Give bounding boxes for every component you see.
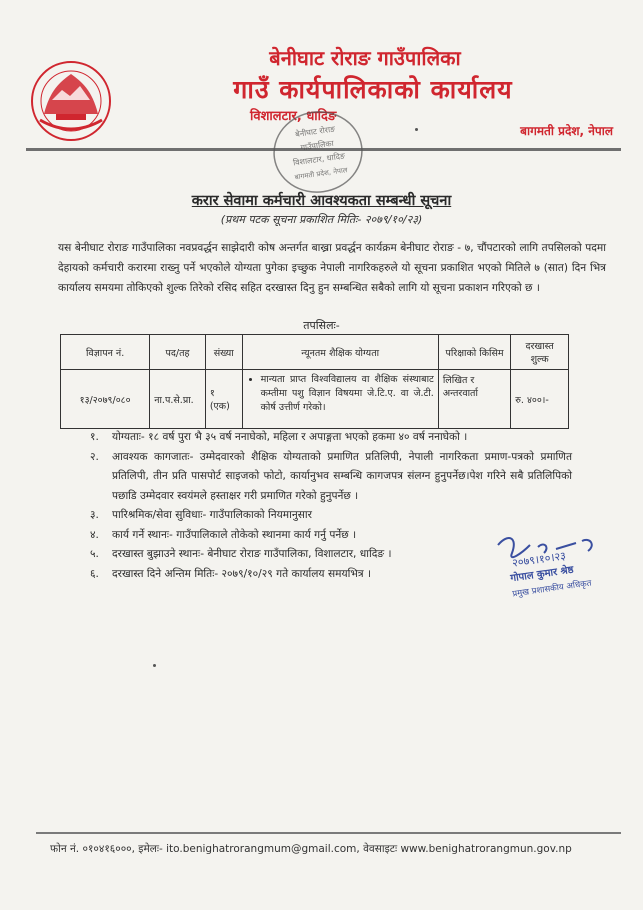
header-exam-type: परिक्षाको किसिम bbox=[438, 335, 510, 370]
item-text: दरखास्त बुझाउने स्थानः- बेनीघाट रोराङ गाउँपालिका, विशालटार, धादिङ । bbox=[112, 548, 392, 560]
cell-post-level: ना.प.से.प्रा. bbox=[150, 370, 206, 429]
item-number: ३. bbox=[90, 509, 99, 521]
signature-date: २०७९।१०।२३ bbox=[511, 549, 567, 570]
province-name: बागमती प्रदेश, नेपाल bbox=[520, 124, 613, 138]
footer-divider bbox=[36, 832, 621, 834]
item-text: कार्य गर्ने स्थानः- गाउँपालिकाले तोकेको स्थानमा कार्य गर्नु पर्नेछ । bbox=[112, 528, 357, 541]
header-application-fee: दरखास्त शुल्क bbox=[511, 335, 569, 370]
signatory-title: प्रमुख प्रशासकीय अधिकृत bbox=[511, 578, 593, 600]
rural-municipality-name: बेनीघाट रोराङ गाउँपालिका bbox=[269, 46, 461, 70]
office-stamp bbox=[267, 104, 370, 200]
footer-contact: फोन नं. ०१०४१६०००, इमेलः- ito.benighatrorangmum@gmail.com, वेवसाइटः www.benighatrorangmun.gov.np bbox=[50, 843, 572, 855]
notice-title: करार सेवामा कर्मचारी आवश्यकता सम्बन्धी सूचना bbox=[191, 193, 452, 209]
item-text: आवश्यक कागजातः- उम्मेदवारको शैक्षिक योग्यताको प्रमाणित प्रतिलिपी, नेपाली नागरिकता प्रमाण-पत्रको प्रमाणित प्रतिलिपी, तीन प्रति पासपोर्ट साइजको फोटो, कार्यानुभव सम्बन्धि कागजपत्र संलग्न हुनुपर्नेछ।पेश गरिने सबै प्रतिलिपिको पछाडि उम्मेदवार स्वयंमले हस्ताक्षर गरी प्रमाणित गरेको हुनुपर्नेछ । bbox=[112, 450, 572, 502]
item-number: ६. bbox=[90, 567, 99, 580]
qualification-item: • मान्यता प्राप्त विश्वविद्यालय वा शैक्षिक संस्थाबाट कम्तीमा पशु विज्ञान विषयमा जे.टि.ए. वा जे.टी. कोर्ष उत्तीर्ण गरेको। bbox=[261, 373, 434, 415]
cell-exam-type: लिखित र अन्तरवार्ता bbox=[438, 370, 510, 429]
item-text: पारिश्रमिक/सेवा सुविधाः- गाउँपालिकाको नियमानुसार bbox=[112, 509, 312, 521]
header-count: संख्या bbox=[205, 335, 242, 370]
intro-paragraph: यस बेनीघाट रोराङ गाउँपालिका नवप्रवर्द्धन साझेदारी कोष अन्तर्गत बाख्रा प्रवर्द्धन कार्यक्रम बेनीघाट रोराङ - ७, चौंपटारको लागि तपसिलको पदमा देहायको कर्मचारी करारमा राख्नु पर्ने भएकोले योग्यता पुगेका इच्छुक नेपाली नागरिकहरुले यो सूचना प्रकाशित भएको मितिले ७ (सात) दिन भित्र कार्यालय समयमा तोकिएको शुल्क तिरेको रसिद सहित दरखास्त दिनु हुन सम्बन्धित सबैको लागि यो सूचना प्रकाशन गरिएको छ । bbox=[58, 242, 606, 294]
header-qualification: न्यूनतम शैक्षिक योग्यता bbox=[242, 335, 438, 370]
details-label: तपसिलः- bbox=[303, 319, 340, 332]
nepal-government-emblem-icon bbox=[30, 60, 112, 142]
item-text: योग्यताः- १८ वर्ष पुरा भै ३५ वर्ष ननाघेको, महिला र अपाङ्गता भएको हकमा ४० वर्ष ननाघेको । bbox=[112, 431, 468, 443]
item-number: १. bbox=[90, 431, 99, 443]
table-header-row bbox=[61, 335, 569, 370]
office-name: गाउँ कार्यपालिकाको कार्यालय bbox=[233, 75, 513, 104]
stamp-line-4: बागमती प्रदेश, नेपाल bbox=[294, 166, 349, 182]
item-number: २. bbox=[90, 450, 99, 463]
stamp-line-2: गाउँपालिका bbox=[299, 138, 335, 153]
stamp-line-3: विशालटार, धादिङ bbox=[292, 151, 346, 168]
cell-qualification bbox=[242, 370, 438, 429]
item-text: दरखास्त दिने अन्तिम मितिः- २०७९/१०/२९ गते कार्यालय समयभित्र । bbox=[112, 567, 372, 580]
notice-subtitle: (प्रथम पटक सूचना प्रकाशित मितिः- २०७९/१०/२३) bbox=[220, 213, 423, 226]
signatory-name: गोपाल कुमार श्रेष्ठ bbox=[509, 564, 575, 585]
ink-speck bbox=[415, 128, 418, 131]
vacancy-table bbox=[60, 334, 569, 429]
cell-application-fee: रु. ४००।- bbox=[511, 370, 569, 429]
list-item bbox=[90, 428, 572, 448]
header-post-level: पद/तह bbox=[150, 335, 206, 370]
header-ad-number: विज्ञापन नं. bbox=[61, 335, 150, 370]
item-number: ५. bbox=[90, 548, 99, 560]
item-number: ४. bbox=[90, 528, 99, 541]
office-location: विशालटार, धादिङ bbox=[250, 109, 337, 124]
table-row bbox=[61, 370, 569, 429]
stamp-line-1: बेनीघाट रोराङ bbox=[294, 124, 336, 139]
qualification-list bbox=[247, 373, 434, 415]
cell-count: १ (एक) bbox=[205, 370, 242, 429]
list-item bbox=[90, 448, 572, 507]
cell-ad-number: १३/२०७९/०८० bbox=[61, 370, 150, 429]
ink-speck bbox=[153, 664, 156, 667]
